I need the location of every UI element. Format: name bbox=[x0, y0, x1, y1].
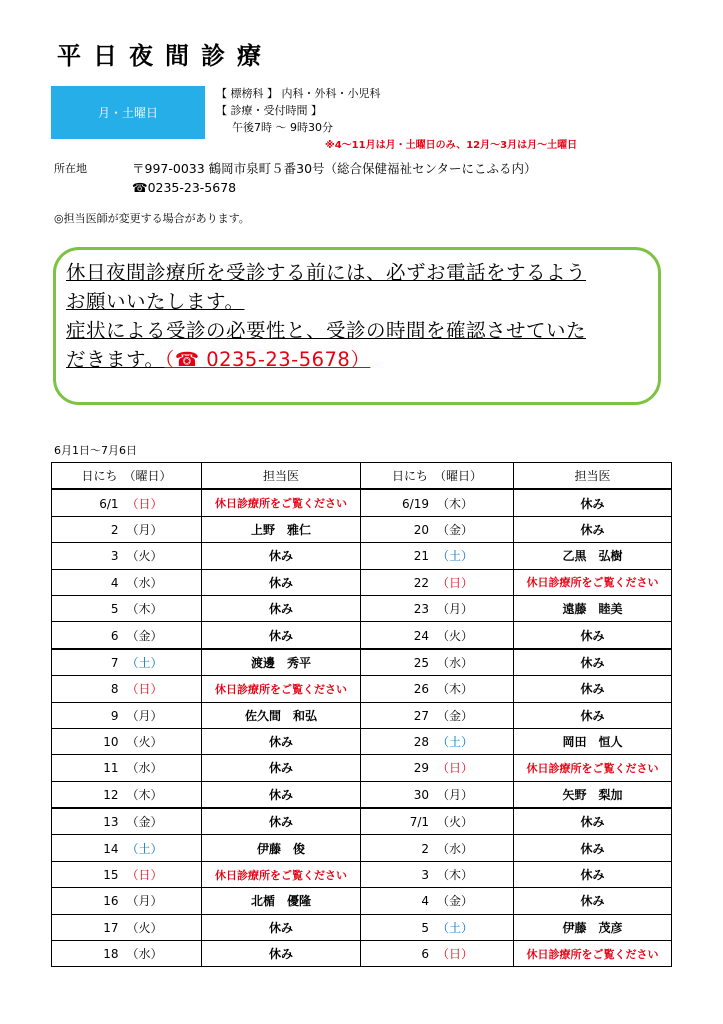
table-row bbox=[52, 516, 672, 542]
date-cell-right bbox=[361, 835, 514, 861]
doctor-cell-left: 休み bbox=[202, 781, 361, 808]
doctor-cell-left: 休み bbox=[202, 808, 361, 835]
weekday: （木） bbox=[437, 496, 474, 511]
weekday: （木） bbox=[437, 868, 474, 883]
doctor-cell-left: 北楯 優隆 bbox=[202, 888, 361, 914]
page-title: 平日夜間診療 bbox=[57, 42, 273, 70]
weekday: （火） bbox=[126, 735, 163, 750]
date-cell-right bbox=[361, 781, 514, 808]
day-number: 16 bbox=[103, 894, 119, 909]
doctor-cell-left: 休み bbox=[202, 569, 361, 595]
table-row bbox=[52, 941, 672, 967]
hours-note: ※4～11月は月・土曜日のみ、12月～3月は月～土曜日 bbox=[325, 140, 578, 151]
date-cell-left bbox=[52, 569, 202, 595]
doctor-cell-left: 休日診療所をご覧ください bbox=[202, 676, 361, 702]
day-number: 17 bbox=[103, 920, 119, 935]
date-cell-left bbox=[52, 835, 202, 861]
date-cell-left bbox=[52, 489, 202, 516]
weekday: （土） bbox=[126, 655, 163, 670]
department-line: 【 標榜科 】 内科・外科・小児科 bbox=[216, 87, 381, 100]
date-cell-right bbox=[361, 914, 514, 940]
weekday: （火） bbox=[437, 628, 474, 643]
date-cell-left bbox=[52, 622, 202, 649]
weekday: （月） bbox=[126, 894, 163, 909]
weekday: （水） bbox=[126, 761, 163, 776]
notice-line-2: お願いいたします。 bbox=[66, 290, 245, 313]
date-cell-left bbox=[52, 781, 202, 808]
weekday: （金） bbox=[437, 894, 474, 909]
doctor-cell-left: 佐久間 和弘 bbox=[202, 702, 361, 728]
day-number: 23 bbox=[413, 602, 429, 617]
notice-phone: （☎ 0235-23-5678） bbox=[164, 348, 371, 371]
date-cell-right bbox=[361, 569, 514, 595]
day-number: 29 bbox=[413, 761, 429, 776]
date-cell-right bbox=[361, 489, 514, 516]
table-row bbox=[52, 622, 672, 649]
weekday: （木） bbox=[126, 787, 163, 802]
day-number: 6 bbox=[421, 947, 429, 962]
doctor-cell-right: 岡田 恒人 bbox=[514, 728, 672, 754]
weekday: （日） bbox=[126, 496, 163, 511]
doctor-cell-right: 休日診療所をご覧ください bbox=[514, 755, 672, 781]
table-row bbox=[52, 861, 672, 887]
day-number: 26 bbox=[413, 682, 429, 697]
date-cell-left bbox=[52, 861, 202, 887]
day-number: 6/19 bbox=[402, 496, 429, 511]
doctor-cell-left: 渡邊 秀平 bbox=[202, 649, 361, 676]
doctor-cell-left: 休み bbox=[202, 755, 361, 781]
day-number: 30 bbox=[413, 787, 429, 802]
address-text: 〒997-0033 鶴岡市泉町５番30号（総合保健福祉センターにこふる内） bbox=[132, 161, 537, 176]
doctor-cell-left: 休み bbox=[202, 543, 361, 569]
weekday: （月） bbox=[126, 708, 163, 723]
day-number: 24 bbox=[413, 628, 429, 643]
date-cell-left bbox=[52, 702, 202, 728]
date-cell-right bbox=[361, 649, 514, 676]
weekday: （火） bbox=[126, 920, 163, 935]
doctor-cell-right: 休み bbox=[514, 808, 672, 835]
date-cell-right bbox=[361, 755, 514, 781]
weekday: （日） bbox=[126, 868, 163, 883]
day-number: 25 bbox=[413, 655, 429, 670]
day-number: 6 bbox=[110, 628, 119, 643]
doctor-cell-left: 休み bbox=[202, 595, 361, 621]
day-number: 5 bbox=[110, 602, 119, 617]
weekday: （木） bbox=[126, 602, 163, 617]
doctor-cell-left: 伊藤 俊 bbox=[202, 835, 361, 861]
doctor-cell-right: 休み bbox=[514, 835, 672, 861]
weekday: （土） bbox=[437, 735, 474, 750]
table-row bbox=[52, 676, 672, 702]
doctor-cell-right: 休み bbox=[514, 861, 672, 887]
weekday: （月） bbox=[126, 522, 163, 537]
table-row bbox=[52, 543, 672, 569]
doctor-cell-left: 休日診療所をご覧ください bbox=[202, 861, 361, 887]
doctor-cell-right: 休み bbox=[514, 516, 672, 542]
weekday: （日） bbox=[437, 947, 474, 962]
doctor-cell-right: 矢野 梨加 bbox=[514, 781, 672, 808]
doctor-cell-left: 休み bbox=[202, 914, 361, 940]
doctor-cell-right: 伊藤 茂彦 bbox=[514, 914, 672, 940]
clinic-days-box: 月・土曜日 bbox=[51, 86, 205, 139]
weekday: （水） bbox=[126, 947, 163, 962]
doctor-cell-right: 休み bbox=[514, 489, 672, 516]
date-cell-left bbox=[52, 808, 202, 835]
table-row bbox=[52, 808, 672, 835]
day-number: 4 bbox=[421, 894, 429, 909]
day-number: 15 bbox=[103, 868, 119, 883]
weekday: （日） bbox=[437, 575, 474, 590]
notice-line-1: 休日夜間診療所を受診する前には、必ずお電話をするよう bbox=[66, 261, 587, 284]
day-number: 28 bbox=[413, 735, 429, 750]
day-number: 7 bbox=[110, 655, 119, 670]
doctor-cell-right: 休日診療所をご覧ください bbox=[514, 569, 672, 595]
date-cell-left bbox=[52, 543, 202, 569]
table-row bbox=[52, 835, 672, 861]
day-number: 8 bbox=[110, 682, 119, 697]
day-number: 10 bbox=[103, 735, 119, 750]
table-row bbox=[52, 702, 672, 728]
doctor-cell-right: 休み bbox=[514, 676, 672, 702]
weekday: （金） bbox=[126, 628, 163, 643]
day-number: 9 bbox=[110, 708, 119, 723]
table-row bbox=[52, 888, 672, 914]
date-cell-right bbox=[361, 702, 514, 728]
weekday: （土） bbox=[437, 920, 474, 935]
notice-line-3: 症状による受診の必要性と、受診の時間を確認させていた bbox=[66, 319, 587, 342]
doctor-cell-right: 休日診療所をご覧ください bbox=[514, 941, 672, 967]
day-number: 4 bbox=[110, 575, 119, 590]
table-row bbox=[52, 914, 672, 940]
day-number: 18 bbox=[103, 947, 119, 962]
header-date-right: 日にち （曜日） bbox=[361, 463, 514, 490]
weekday: （日） bbox=[437, 761, 474, 776]
date-cell-left bbox=[52, 941, 202, 967]
date-cell-left bbox=[52, 676, 202, 702]
date-cell-left bbox=[52, 755, 202, 781]
table-row bbox=[52, 595, 672, 621]
day-number: 12 bbox=[103, 787, 119, 802]
weekday: （土） bbox=[126, 841, 163, 856]
day-number: 11 bbox=[103, 761, 119, 776]
weekday: （金） bbox=[126, 815, 163, 830]
date-cell-right bbox=[361, 622, 514, 649]
header-doctor-right: 担当医 bbox=[514, 463, 672, 490]
date-cell-left bbox=[52, 516, 202, 542]
day-number: 21 bbox=[413, 549, 429, 564]
doctor-cell-left: 休日診療所をご覧ください bbox=[202, 489, 361, 516]
doctor-change-note: ◎担当医師が変更する場合があります。 bbox=[54, 212, 250, 225]
weekday: （水） bbox=[437, 655, 474, 670]
date-cell-right bbox=[361, 543, 514, 569]
day-number: 3 bbox=[110, 549, 119, 564]
date-cell-right bbox=[361, 676, 514, 702]
day-number: 13 bbox=[103, 815, 119, 830]
date-cell-right bbox=[361, 808, 514, 835]
weekday: （火） bbox=[437, 815, 474, 830]
doctor-cell-right: 休み bbox=[514, 622, 672, 649]
call-notice-text bbox=[66, 258, 656, 374]
header-doctor-left: 担当医 bbox=[202, 463, 361, 490]
day-number: 7/1 bbox=[409, 815, 429, 830]
date-cell-left bbox=[52, 914, 202, 940]
address-label: 所在地 bbox=[54, 162, 87, 175]
weekday: （月） bbox=[437, 787, 474, 802]
day-number: 3 bbox=[421, 868, 429, 883]
weekday: （水） bbox=[437, 841, 474, 856]
notice-line-4: だきます。 bbox=[66, 348, 165, 371]
doctor-cell-right: 休み bbox=[514, 888, 672, 914]
doctor-cell-right: 休み bbox=[514, 649, 672, 676]
weekday: （木） bbox=[437, 682, 474, 697]
doctor-cell-right: 乙黒 弘樹 bbox=[514, 543, 672, 569]
weekday: （月） bbox=[437, 602, 474, 617]
date-cell-left bbox=[52, 595, 202, 621]
date-cell-right bbox=[361, 888, 514, 914]
date-cell-right bbox=[361, 728, 514, 754]
date-cell-left bbox=[52, 728, 202, 754]
doctor-cell-left: 休み bbox=[202, 728, 361, 754]
date-cell-right bbox=[361, 595, 514, 621]
day-number: 20 bbox=[413, 522, 429, 537]
date-cell-right bbox=[361, 941, 514, 967]
day-number: 2 bbox=[421, 841, 429, 856]
schedule-period: 6月1日～7月6日 bbox=[54, 444, 137, 457]
table-row bbox=[52, 781, 672, 808]
weekday: （金） bbox=[437, 522, 474, 537]
weekday: （土） bbox=[437, 549, 474, 564]
day-number: 14 bbox=[103, 841, 119, 856]
table-row bbox=[52, 649, 672, 676]
weekday: （水） bbox=[126, 575, 163, 590]
hours-heading: 【 診療・受付時間 】 bbox=[216, 104, 322, 117]
schedule-table bbox=[51, 462, 672, 967]
doctor-cell-right: 休み bbox=[514, 702, 672, 728]
header-date-left: 日にち （曜日） bbox=[52, 463, 202, 490]
doctor-cell-left: 休み bbox=[202, 622, 361, 649]
weekday: （日） bbox=[126, 682, 163, 697]
table-row bbox=[52, 489, 672, 516]
weekday: （火） bbox=[126, 549, 163, 564]
table-row bbox=[52, 755, 672, 781]
weekday: （金） bbox=[437, 708, 474, 723]
date-cell-left bbox=[52, 888, 202, 914]
day-number: 27 bbox=[413, 708, 429, 723]
hours-value: 午後7時 ～ 9時30分 bbox=[232, 121, 333, 134]
doctor-cell-left: 上野 雅仁 bbox=[202, 516, 361, 542]
date-cell-right bbox=[361, 861, 514, 887]
table-row bbox=[52, 569, 672, 595]
date-cell-right bbox=[361, 516, 514, 542]
phone-number: ☎0235-23-5678 bbox=[132, 180, 237, 195]
date-cell-left bbox=[52, 649, 202, 676]
doctor-cell-left: 休み bbox=[202, 941, 361, 967]
doctor-cell-right: 遠藤 睦美 bbox=[514, 595, 672, 621]
day-number: 6/1 bbox=[99, 496, 119, 511]
day-number: 2 bbox=[110, 522, 119, 537]
day-number: 5 bbox=[421, 920, 429, 935]
table-row bbox=[52, 728, 672, 754]
day-number: 22 bbox=[413, 575, 429, 590]
